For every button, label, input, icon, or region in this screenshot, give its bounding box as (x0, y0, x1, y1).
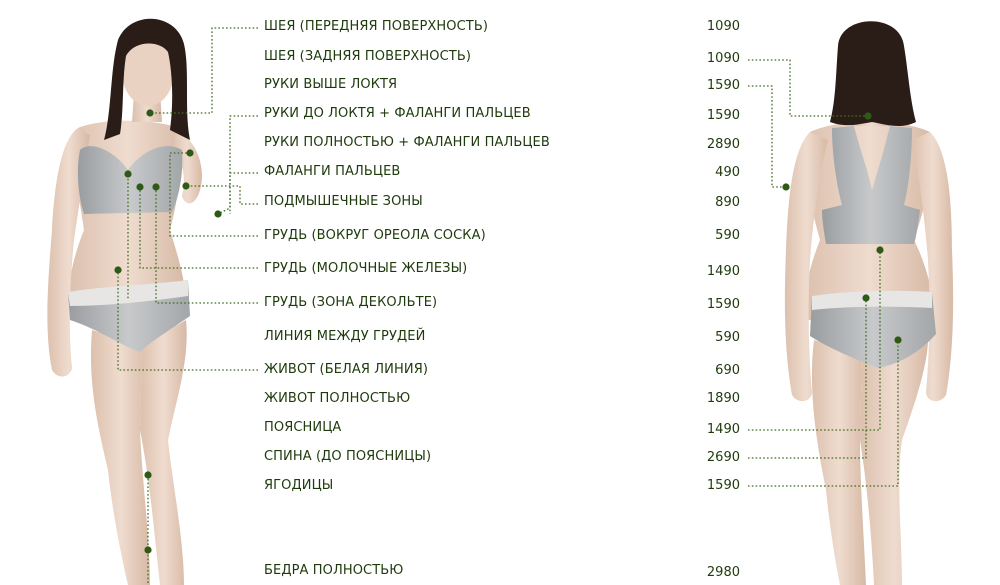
zone-price: 1090 (706, 19, 740, 34)
marker-dot (124, 170, 131, 177)
marker-dot (864, 112, 871, 119)
zone-label: РУКИ ВЫШЕ ЛОКТЯ (264, 77, 398, 92)
marker-dot (182, 182, 189, 189)
zone-label: ГРУДЬ (МОЛОЧНЫЕ ЖЕЛЕЗЫ) (264, 261, 468, 276)
zone-price: 1890 (706, 391, 740, 406)
zone-price: 1590 (706, 108, 740, 123)
zone-label: РУКИ ДО ЛОКТЯ + ФАЛАНГИ ПАЛЬЦЕВ (264, 106, 531, 121)
zone-label: ПОЯСНИЦА (264, 420, 342, 435)
front-figure (47, 19, 202, 585)
marker-dot (876, 246, 883, 253)
zone-label: ЯГОДИЦЫ (264, 478, 334, 493)
zone-label: ГРУДЬ (ВОКРУГ ОРЕОЛА СОСКА) (264, 228, 486, 243)
marker-dot (114, 266, 121, 273)
zone-price: 2890 (706, 137, 740, 152)
zone-price: 590 (715, 330, 740, 345)
zone-label: ШЕЯ (ЗАДНЯЯ ПОВЕРХНОСТЬ) (264, 49, 472, 64)
zone-label: РУКИ ПОЛНОСТЬЮ + ФАЛАНГИ ПАЛЬЦЕВ (264, 135, 550, 150)
zone-price: 1590 (706, 78, 740, 93)
marker-dot (186, 149, 193, 156)
zone-price: 590 (715, 228, 740, 243)
zone-label: ФАЛАНГИ ПАЛЬЦЕВ (264, 164, 401, 179)
zone-price: 1590 (706, 297, 740, 312)
marker-dot (214, 210, 221, 217)
zone-label: ГРУДЬ (ЗОНА ДЕКОЛЬТЕ) (264, 295, 438, 310)
back-figure (785, 21, 953, 585)
zone-label: ПОДМЫШЕЧНЫЕ ЗОНЫ (264, 194, 423, 209)
markers (114, 109, 901, 553)
zone-label: БЕДРА ПОЛНОСТЬЮ (264, 563, 404, 578)
zone-price: 1490 (706, 422, 740, 437)
marker-dot (862, 294, 869, 301)
marker-dot (152, 183, 159, 190)
zone-price: 690 (715, 363, 740, 378)
zone-label: СПИНА (ДО ПОЯСНИЦЫ) (264, 449, 432, 464)
marker-dot (144, 471, 151, 478)
zone-price: 490 (715, 165, 740, 180)
zone-label: ЖИВОТ ПОЛНОСТЬЮ (264, 391, 411, 406)
marker-dot (894, 336, 901, 343)
marker-dot (144, 546, 151, 553)
zone-label: ЛИНИЯ МЕЖДУ ГРУДЕЙ (264, 329, 426, 344)
marker-dot (782, 183, 789, 190)
zone-price: 1090 (706, 51, 740, 66)
zone-label: ШЕЯ (ПЕРЕДНЯЯ ПОВЕРХНОСТЬ) (264, 19, 489, 34)
marker-dot (146, 109, 153, 116)
zone-price: 2690 (706, 450, 740, 465)
zone-price: 890 (715, 195, 740, 210)
marker-dot (136, 183, 143, 190)
zone-price: 1490 (706, 264, 740, 279)
zone-price: 2980 (706, 565, 740, 580)
zone-label: ЖИВОТ (БЕЛАЯ ЛИНИЯ) (264, 362, 428, 377)
zone-price: 1590 (706, 478, 740, 493)
